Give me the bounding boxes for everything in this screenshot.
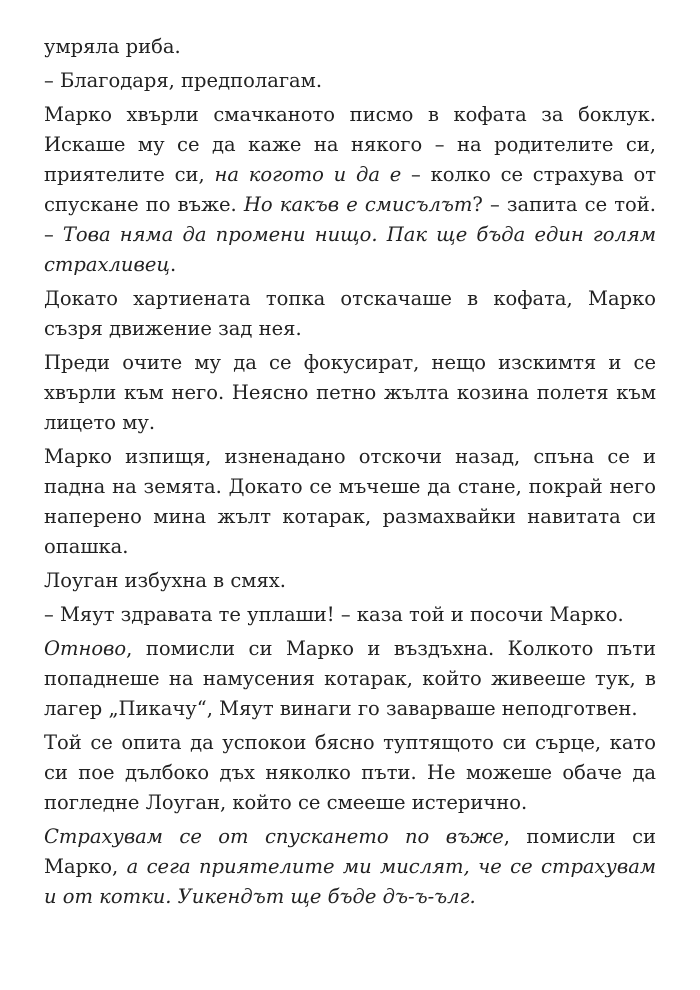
- paragraph: [44, 728, 656, 818]
- italic-segment: на когото и да е: [214, 163, 402, 186]
- text-segment: – Благодаря, предполагам.: [44, 69, 323, 92]
- text-segment: , помисли си Марко,: [44, 825, 656, 878]
- text-segment: – колко се страхува от спускане по въже.: [44, 163, 656, 216]
- text-segment: , помисли си Марко и въздъхна. Колкото пъти попаднеше на намусения котарак, който живееше тук, в лагер „Пикачу“, Мяут винаги го заварваше неподготвен.: [44, 637, 656, 720]
- text-segment: Той се опита да успокои бясно туптящото си сърце, като си пое дълбоко дъх няколко пъти. Не можеше обаче да погледне Лоуган, който се смееше истерично.: [44, 731, 656, 814]
- paragraph: [44, 822, 656, 912]
- paragraph: [44, 284, 656, 344]
- paragraph: [44, 566, 656, 596]
- italic-segment: Но какъв е смисълът: [243, 193, 473, 216]
- paragraph: [44, 100, 656, 280]
- text-segment: умряла риба.: [44, 35, 181, 58]
- text-segment: Лоуган избухна в смях.: [44, 569, 286, 592]
- text-segment: Марко хвърли смачканото писмо в кофата за боклук. Искаше му се да каже на някого – на родителите си, приятелите си,: [44, 103, 656, 186]
- text-segment: Марко изпищя, изненадано отскочи назад, спъна се и падна на земята. Докато се мъчеше да стане, покрай него наперено мина жълт котарак, размахвайки навитата си опашка.: [44, 445, 656, 558]
- paragraph: [44, 66, 656, 96]
- paragraph: [44, 634, 656, 724]
- text-segment: – Мяут здравата те уплаши! – каза той и посочи Марко.: [44, 603, 624, 626]
- italic-segment: а сега приятелите ми мислят, че се страхувам и от котки. Уикендът ще бъде дъ-ъ-ълг.: [44, 855, 657, 908]
- italic-segment: Страхувам се от спускането по въже: [44, 825, 504, 848]
- text-segment: ? – запита се той. –: [44, 193, 656, 246]
- paragraph: [44, 600, 656, 630]
- paragraph: [44, 32, 656, 62]
- italic-segment: Отново: [44, 637, 127, 660]
- text-segment: Преди очите му да се фокусират, нещо изскимтя и се хвърли към него. Неясно петно жълта козина полетя към лицето му.: [44, 351, 656, 434]
- italic-segment: Това няма да промени нищо. Пак ще бъда един голям страхливец: [44, 223, 657, 276]
- paragraph: [44, 442, 656, 562]
- text-segment: .: [170, 253, 177, 276]
- paragraph: [44, 348, 656, 438]
- text-segment: Докато хартиената топка отскачаше в кофата, Марко съзря движение зад нея.: [44, 287, 656, 340]
